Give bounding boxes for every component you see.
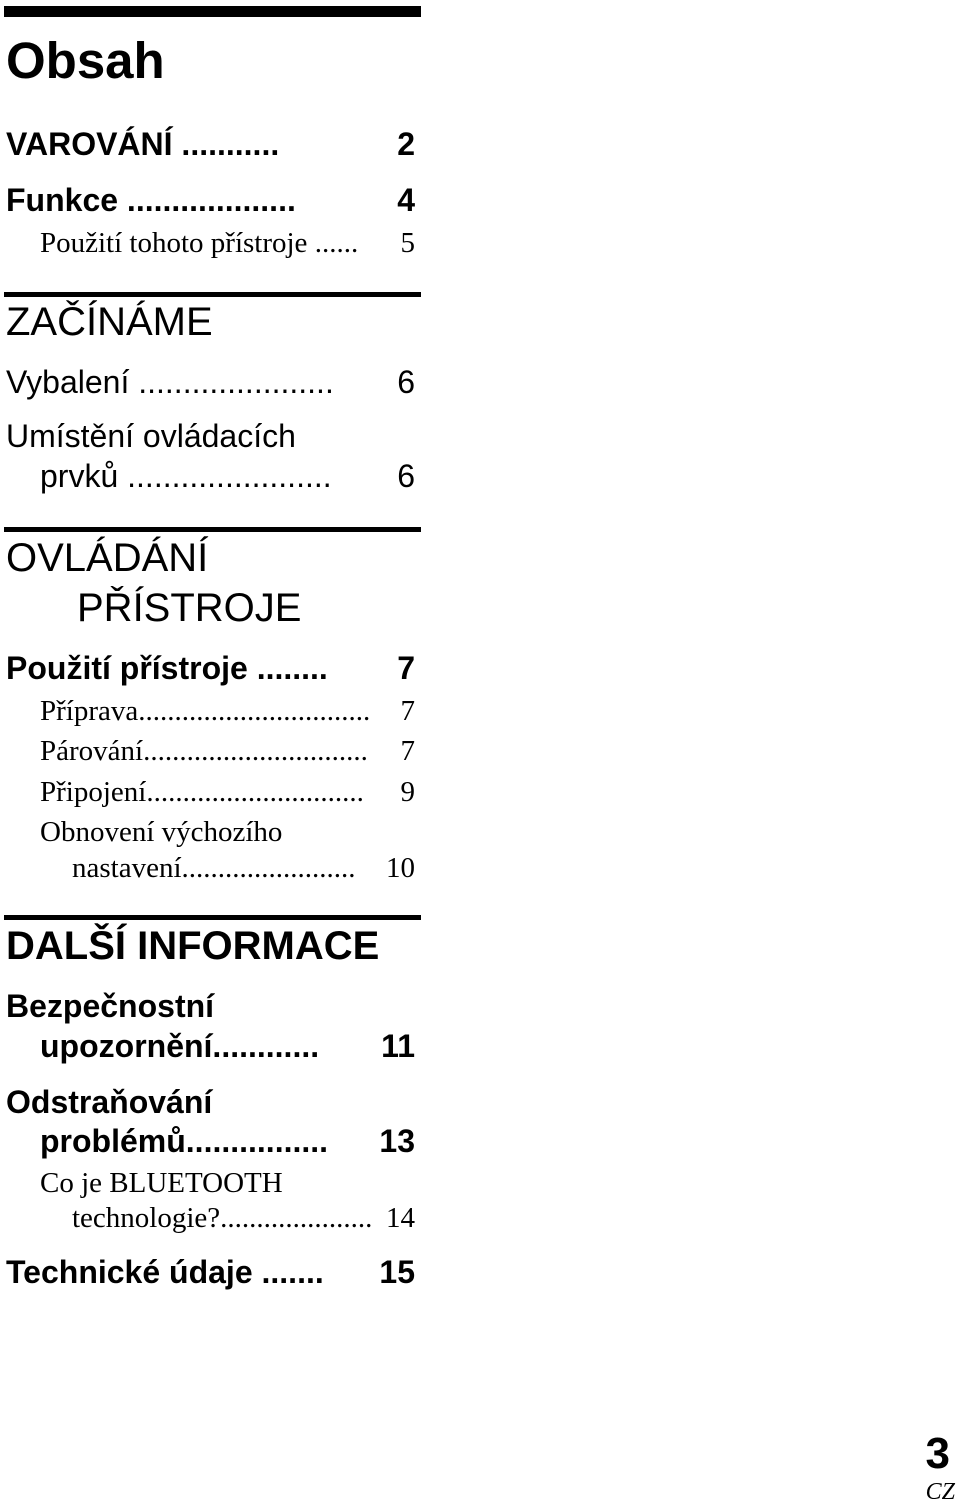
section-rule bbox=[4, 915, 421, 920]
toc-page-number: 9 bbox=[400, 776, 415, 808]
section-heading-ovladani-line1: OVLÁDÁNÍ bbox=[6, 536, 209, 580]
toc-page-number: 4 bbox=[397, 182, 415, 218]
top-rule bbox=[4, 6, 421, 17]
toc-entry-funkce[interactable] bbox=[6, 180, 296, 220]
toc-label: Vybalení bbox=[6, 364, 139, 400]
toc-entry-umisteni[interactable] bbox=[40, 456, 332, 496]
toc-entry-odstranovani[interactable] bbox=[40, 1121, 328, 1161]
toc-dots: ..................... bbox=[220, 1202, 373, 1234]
toc-entry-vybaleni[interactable] bbox=[6, 362, 334, 402]
toc-entry-bluetooth-line1: Co je BLUETOOTH bbox=[40, 1167, 283, 1199]
toc-label: problémů bbox=[40, 1123, 186, 1159]
toc-page-number: 10 bbox=[386, 852, 415, 884]
toc-entry-bezpecnostni[interactable] bbox=[40, 1026, 319, 1066]
toc-label: Připojení bbox=[40, 776, 147, 808]
toc-page-number: 2 bbox=[397, 126, 415, 162]
toc-label: Použití přístroje bbox=[6, 650, 257, 686]
toc-entry-bluetooth[interactable] bbox=[72, 1201, 372, 1235]
toc-entry-priprava[interactable] bbox=[40, 694, 370, 728]
toc-dots: ............................... bbox=[143, 735, 368, 767]
toc-page-number: 7 bbox=[397, 650, 415, 686]
section-heading-ovladani-line2: PŘÍSTROJE bbox=[77, 586, 302, 630]
toc-entry-parovani[interactable] bbox=[40, 734, 368, 768]
toc-page-number: 6 bbox=[397, 458, 415, 494]
toc-page-number: 5 bbox=[400, 227, 415, 259]
toc-dots: ............ bbox=[212, 1028, 320, 1064]
toc-dots: ................... bbox=[126, 182, 296, 218]
toc-dots: ...... bbox=[314, 227, 359, 259]
toc-entry-obnoveni-line1: Obnovení výchozího bbox=[40, 816, 283, 848]
toc-label: nastavení bbox=[72, 852, 182, 884]
toc-entry-obnoveni[interactable] bbox=[72, 851, 356, 885]
toc-page-number: 7 bbox=[400, 735, 415, 767]
toc-page-number: 15 bbox=[379, 1254, 415, 1290]
section-rule bbox=[4, 527, 421, 532]
toc-label: Párování bbox=[40, 735, 144, 767]
toc-label: VAROVÁNÍ bbox=[6, 126, 182, 162]
toc-page-number: 13 bbox=[379, 1123, 415, 1159]
toc-label: Technické údaje bbox=[6, 1254, 262, 1290]
toc-entry-odstranovani-line1: Odstraňování bbox=[6, 1084, 213, 1120]
toc-dots: .............................. bbox=[146, 776, 364, 808]
toc-dots: ................ bbox=[185, 1123, 329, 1159]
toc-dots: ........ bbox=[256, 650, 328, 686]
toc-page-number: 7 bbox=[400, 695, 415, 727]
toc-dots: ...................... bbox=[138, 364, 334, 400]
toc-label: upozornění bbox=[40, 1028, 213, 1064]
toc-label: Funkce bbox=[6, 182, 127, 218]
toc-dots: ................................ bbox=[138, 695, 371, 727]
toc-page-number: 11 bbox=[381, 1028, 415, 1064]
section-heading-dalsi-informace: DALŠÍ INFORMACE bbox=[6, 924, 380, 968]
toc-entry-pouziti-pristroje[interactable] bbox=[6, 648, 328, 688]
page-title: Obsah bbox=[6, 32, 165, 89]
toc-dots: ........... bbox=[181, 126, 280, 162]
toc-dots: ........................ bbox=[181, 852, 356, 884]
toc-label: Příprava bbox=[40, 695, 139, 727]
section-heading-zaciname: ZAČÍNÁME bbox=[6, 300, 213, 344]
toc-entry-technicke[interactable] bbox=[6, 1252, 324, 1292]
toc-entry-pripojeni[interactable] bbox=[40, 775, 364, 809]
footer-language-code: CZ bbox=[925, 1479, 955, 1505]
toc-label: technologie? bbox=[72, 1202, 221, 1234]
toc-page-number: 14 bbox=[386, 1202, 415, 1234]
toc-entry-pouziti-tohoto[interactable] bbox=[40, 226, 358, 260]
section-rule bbox=[4, 292, 421, 297]
toc-entry-bezpecnostni-line1: Bezpečnostní bbox=[6, 988, 215, 1024]
toc-entry-umisteni-line1: Umístění ovládacích bbox=[6, 418, 296, 454]
footer-page-number: 3 bbox=[925, 1429, 950, 1478]
toc-dots: ....... bbox=[261, 1254, 324, 1290]
toc-entry-varovani[interactable] bbox=[6, 124, 279, 164]
toc-label: prvků bbox=[40, 458, 128, 494]
toc-label: Použití tohoto přístroje bbox=[40, 227, 315, 259]
toc-page-number: 6 bbox=[397, 364, 415, 400]
toc-dots: ....................... bbox=[127, 458, 332, 494]
